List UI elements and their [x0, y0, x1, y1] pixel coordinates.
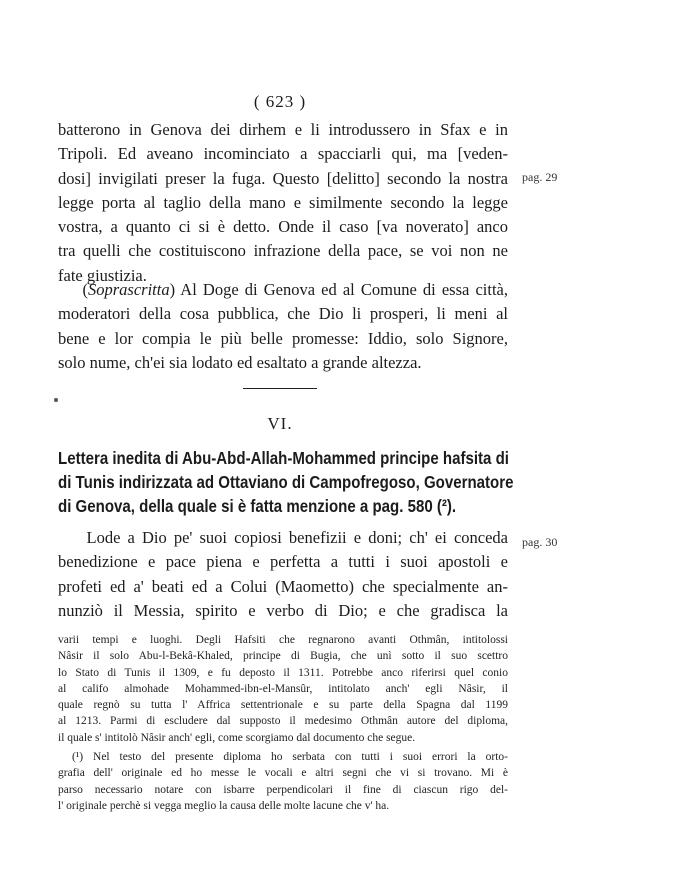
- footnote-line: l' originale perchè si vegga meglio la causa delle molte lacune che v' ha.: [58, 799, 390, 812]
- italic-label: Soprascritta: [87, 280, 170, 299]
- title-line: di Tunis indirizzata ad Ottaviano di Campofregoso, Governatore: [58, 472, 514, 492]
- footnote-line: (¹) Nel testo del presente diploma ho serbata con tutti i suoi errori la orto-: [72, 751, 508, 764]
- text-line: [58, 526, 508, 550]
- footnote-line: parso necessario notare con isbarre perpendicolari il fine di ciascun rigo del-: [58, 783, 508, 796]
- letter-title: [58, 446, 514, 518]
- text-line-content: Lode a Dio pe' suoi copiosi benefizii e doni; ch' ei conceda: [86, 528, 509, 547]
- footnote-line: al 1213. Parmi di escludere dal supposto il medesimo Othmân autore del diploma,: [58, 715, 508, 728]
- footnotes: [58, 632, 508, 814]
- text-line: dosi] invigilati preser la fuga. Questo [delitto] secondo la nostra: [58, 168, 508, 188]
- title-line: Lettera inedita di Abu-Abd-Allah-Mohammed principe hafsita di: [58, 448, 509, 468]
- footnote-line: Nâsir il solo Abu-l-Bekâ-Khaled, principe di Bugia, che unì sotto il suo scettro: [58, 650, 508, 663]
- text-line: (Soprascritta) Al Doge di Genova ed al Comune di essa città,: [58, 280, 508, 299]
- page-number-header: ( 623 ): [253, 92, 307, 111]
- text-line: batterono in Genova dei dirhem e li introdussero in Sfax e in: [58, 120, 508, 139]
- section-number: VI.: [267, 414, 293, 433]
- text-line: solo nume, ch'ei sia lodato ed esaltato a grande altezza.: [58, 352, 422, 372]
- footnote-line: il quale s' intitolò Nâsir anch' egli, come scorgiamo dal documento che segue.: [58, 731, 416, 744]
- text-line-rest: ) Al Doge di Genova ed al Comune di essa città,: [169, 280, 508, 299]
- text-line: benedizione e pace piena e perfetta a tutti i suoi apostoli e: [58, 552, 508, 572]
- text-line: moderatori della cosa pubblica, che Dio li prosperi, li meni al: [58, 304, 508, 324]
- paragraph-3: [58, 526, 508, 623]
- footnote-line: varii tempi e luoghi. Degli Hafsiti che regnarono avanti Othmân, intitolossi: [58, 634, 508, 646]
- title-line: di Genova, della quale si è fatta menzione a pag. 580 (²).: [58, 496, 457, 516]
- text-line: fate giustizia.: [58, 265, 147, 285]
- margin-page-reference: pag. 30: [522, 535, 558, 549]
- print-speck: [54, 398, 58, 402]
- text-line: vostra, a quanto ci si è detto. Onde il caso [va noverato] anco: [58, 217, 508, 237]
- footnote-line: quale regnò su tutta l' Affrica settentrionale e su parte della Spagna dal 1199: [58, 699, 508, 712]
- text-line: nunziò il Messia, spirito e verbo di Dio; e che gradisca la: [58, 600, 508, 620]
- margin-page-reference: pag. 29: [522, 170, 558, 184]
- footnote-1: [58, 749, 508, 814]
- footnote-continued: [58, 632, 508, 746]
- paragraph-2: [58, 278, 508, 375]
- text-line: Tripoli. Ed aveano incominciato a spacciarli qui, ma [veden-: [58, 144, 508, 164]
- section-divider: [243, 388, 317, 389]
- text-line: profeti ed a' beati ed a Colui (Maometto) che specialmente an-: [58, 576, 508, 596]
- footnote-line: grafia dell' originale ed ho messe le vocali e altri segni che vi si trovano. Mi è: [58, 767, 508, 780]
- footnote-line: lo Stato di Tunis il 1309, e fu deposto il 1311. Potrebbe anco riferirsi quel conio: [58, 666, 508, 679]
- text-line: tra quelli che costituiscono infrazione della pace, se voi non ne: [58, 241, 508, 261]
- text-line: bene e lor compia le più belle promesse: Iddio, solo Signore,: [58, 328, 508, 348]
- text-line: legge porta al taglio della mano e similmente secondo la legge: [58, 192, 508, 212]
- paragraph-1: [58, 118, 508, 288]
- footnote-line: al califo almohade Mohammed-ibn-el-Mansûr, intitolato anch' egli Nâsir, il: [58, 682, 508, 695]
